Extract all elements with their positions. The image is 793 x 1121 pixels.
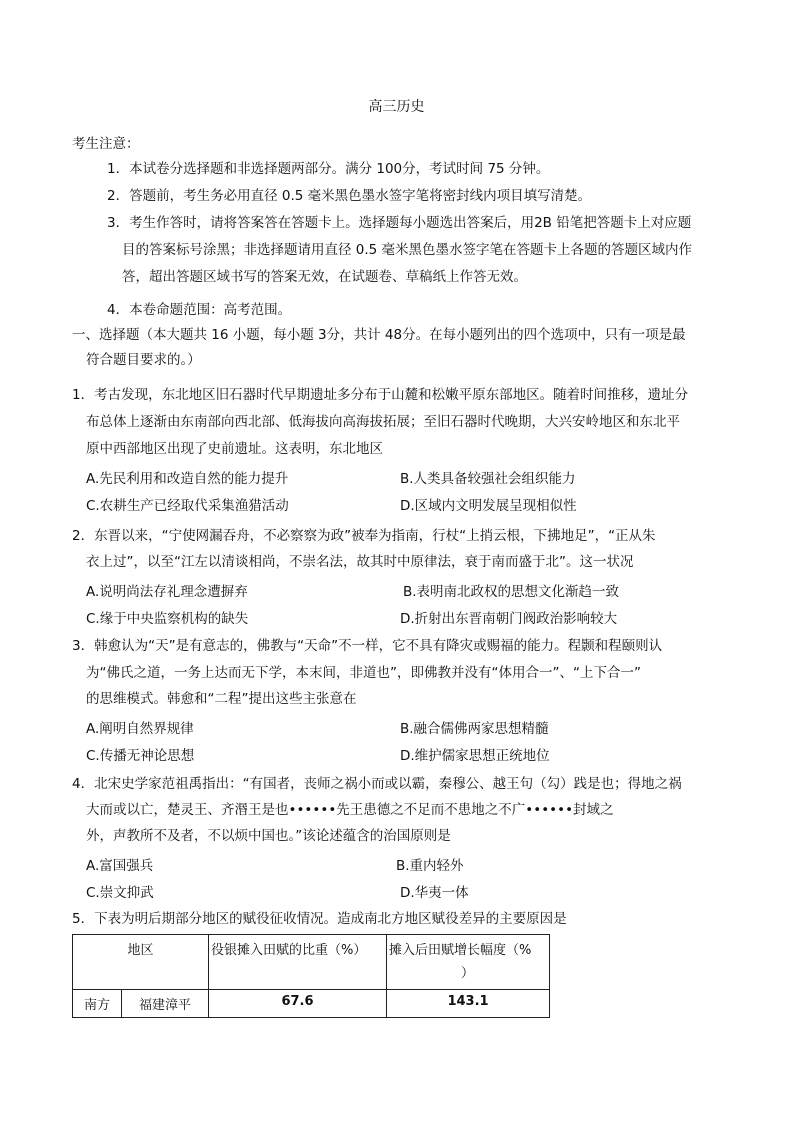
notice-item-2: 2．答题前，考生务必用直径 0.5 毫米黑色墨水签字笔将密封线内项目填写清楚。: [107, 188, 592, 204]
table-cell-region: 南方: [73, 990, 122, 1018]
table-cell-growth: 143.1: [387, 990, 550, 1018]
question-3-option-c[interactable]: C.传播无神论思想: [86, 748, 195, 764]
table-cell-ratio: 67.6: [209, 990, 387, 1018]
question-1-option-d[interactable]: D.区域内文明发展呈现相似性: [400, 498, 577, 514]
question-3-option-b[interactable]: B.融合儒佛两家思想精髓: [400, 721, 549, 737]
table-header-ratio: 役银摊入田赋的比重（%）: [209, 935, 387, 990]
question-4-option-a[interactable]: A.富国强兵: [86, 858, 154, 874]
notice-heading: 考生注意：: [72, 136, 140, 152]
question-1-line: 布总体上逐渐由东南部向西北部、低海拔向高海拔拓展；至旧石器时代晚期，大兴安岭地区和东北平: [86, 414, 680, 430]
notice-item-4: 4．本卷命题范围：高考范围。: [107, 302, 292, 318]
question-3-line: 为“佛氏之道，一务上达而无下学，本末间，非道也”，即佛教并没有“体用合一”、“上下合一”: [86, 665, 641, 681]
question-2-line: 衣上过”，以至“江左以清谈相尚，不崇名法，故其时中原律法，衰于南而盛于北”。这一状况: [86, 554, 634, 570]
question-1-line: 原中西部地区出现了史前遗址。这表明，东北地区: [86, 441, 383, 457]
table-header-region: 地区: [73, 935, 209, 990]
question-1-line: 1．考古发现，东北地区旧石器时代早期遗址多分布于山麓和松嫩平原东部地区。随着时间推移，遗址分: [72, 387, 689, 403]
question-4-option-d[interactable]: D.华夷一体: [400, 885, 469, 901]
question-2-option-d[interactable]: D.折射出东晋南朝门阀政治影响较大: [400, 611, 618, 627]
notice-item-3-cont1: 目的答案标号涂黑；非选择题请用直径 0.5 毫米黑色墨水签字笔在答题卡上各题的答题区域内作: [122, 242, 693, 258]
section-heading: 一、选择题（本大题共 16 小题，每小题 3分，共计 48分。在每小题列出的四个选项中，只有一项是最: [72, 327, 686, 343]
section-heading-cont: 符合题目要求的。）: [86, 352, 201, 368]
page-title: 高三历史: [368, 99, 425, 115]
table-header-growth-line1: 摊入后田赋增长幅度（%: [389, 943, 532, 958]
question-4-line: 4．北宋史学家范祖禹指出：“有国者，丧师之祸小而或以霸，秦穆公、越王句（勾）践是也；得地之祸: [72, 776, 682, 792]
table-header-growth: [387, 935, 550, 990]
question-4-line: 外，声教所不及者，不以烦中国也。”该论述蕴含的治国原则是: [86, 828, 451, 844]
question-3-option-a[interactable]: A.阐明自然界规律: [86, 721, 194, 737]
notice-item-3: 3．考生作答时，请将答案答在答题卡上。选择题每小题选出答案后，用2B 铅笔把答题卡上对应题: [107, 215, 692, 231]
question-2-option-c[interactable]: C.缘于中央监察机构的缺失: [86, 611, 249, 627]
question-4-option-c[interactable]: C.崇文抑武: [86, 885, 154, 901]
question-5-line: 5．下表为明后期部分地区的赋役征收情况。造成南北方地区赋役差异的主要原因是: [72, 911, 567, 927]
table-header-growth-line2: ）: [461, 966, 475, 981]
notice-item-3-cont2: 答，超出答题区域书写的答案无效，在试题卷、草稿纸上作答无效。: [122, 269, 527, 285]
question-2-option-b[interactable]: B.表明南北政权的思想文化渐趋一致: [403, 584, 620, 600]
question-2-line: 2．东晋以来，“宁使网漏吞舟，不必察察为政”被奉为指南，行杖“上捎云根，下拂地足”，“正从朱: [72, 528, 656, 544]
question-2-option-a[interactable]: A.说明尚法存礼理念遭摒弃: [86, 584, 248, 600]
question-1-option-a[interactable]: A.先民利用和改造自然的能力提升: [86, 471, 289, 487]
question-3-option-d[interactable]: D.维护儒家思想正统地位: [400, 748, 550, 764]
question-3-line: 3．韩愈认为“天”是有意志的，佛教与“天命”不一样，它不具有降灾或赐福的能力。程颢和程颐则认: [72, 638, 663, 654]
tax-table: [72, 934, 550, 1018]
question-3-line: 的思维模式。韩愈和“二程”提出这些主张意在: [86, 691, 357, 707]
notice-item-1: 1．本试卷分选择题和非选择题两部分。满分 100分，考试时间 75 分钟。: [107, 161, 550, 177]
question-1-option-b[interactable]: B.人类具备较强社会组织能力: [400, 471, 576, 487]
question-1-option-c[interactable]: C.农耕生产已经取代采集渔猎活动: [86, 498, 289, 514]
table-cell-place: 福建漳平: [122, 990, 209, 1018]
question-4-line: 大而或以亡，楚灵王、齐湣王是也••••••先王患德之不足而不患地之不广••••••封域之: [86, 802, 614, 818]
question-4-option-b[interactable]: B.重内轻外: [396, 858, 464, 874]
